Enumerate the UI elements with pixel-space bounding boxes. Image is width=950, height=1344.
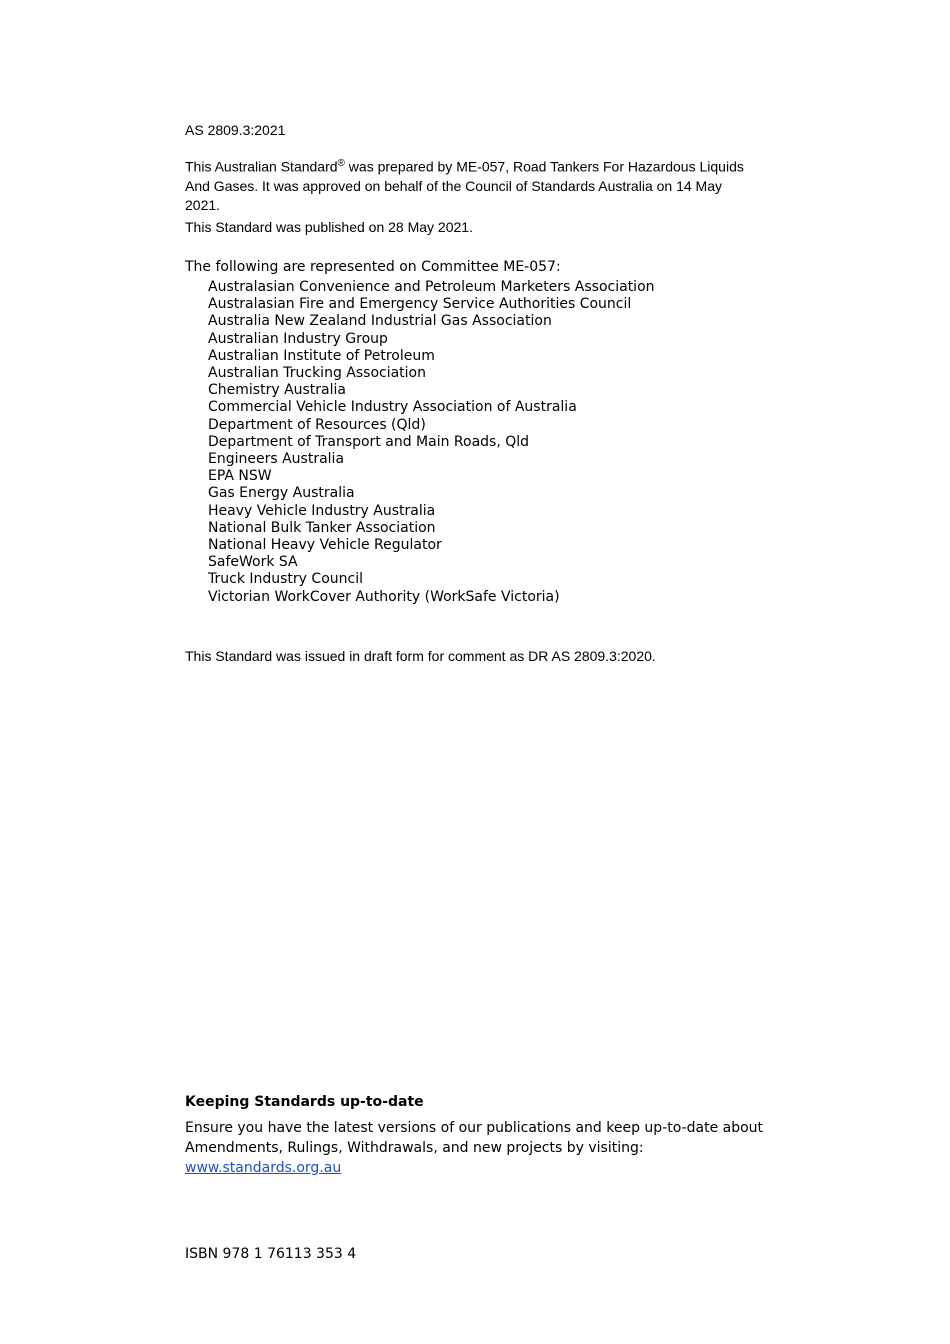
committee-member: Department of Resources (Qld)	[208, 416, 426, 433]
committee-member-list	[208, 279, 655, 606]
standards-website-link[interactable]: www.standards.org.au	[185, 1160, 342, 1176]
committee-member: Department of Transport and Main Roads, Qld	[208, 433, 530, 450]
committee-member: EPA NSW	[208, 468, 272, 485]
committee-member: Australasian Fire and Emergency Service Authorities Council	[208, 296, 632, 313]
preparation-statement	[185, 154, 745, 215]
keeping-standards-body: Ensure you have the latest versions of our publications and keep up-to-date about Amendments, Rulings, Withdrawals, and new projects by visiting:	[185, 1120, 764, 1156]
committee-heading: The following are represented on Committee ME-057:	[185, 259, 561, 275]
committee-member: Gas Energy Australia	[208, 485, 355, 502]
committee-member: Australian Trucking Association	[208, 365, 426, 382]
committee-member: Australian Industry Group	[208, 330, 388, 347]
committee-member: National Bulk Tanker Association	[208, 519, 436, 536]
committee-member: Australia New Zealand Industrial Gas Association	[208, 313, 552, 330]
committee-member: Australasian Convenience and Petroleum Marketers Association	[208, 279, 655, 295]
committee-member: Commercial Vehicle Industry Association of Australia	[208, 399, 577, 416]
committee-member: Australian Institute of Petroleum	[208, 347, 435, 364]
committee-member: National Heavy Vehicle Regulator	[208, 537, 442, 554]
draft-statement: This Standard was issued in draft form for comment as DR AS 2809.3:2020.	[185, 648, 656, 664]
keeping-standards-text	[185, 1118, 765, 1178]
committee-member: Victorian WorkCover Authority (WorkSafe Victoria)	[208, 588, 560, 605]
registered-mark: ®	[337, 158, 345, 169]
preparation-text-end: was prepared by ME-057, Road Tankers For Hazardous Liquids And Gases. It was approved on behalf of the Council of Standards Australia on 14 May 2021.	[185, 158, 744, 213]
committee-member: Engineers Australia	[208, 451, 345, 468]
committee-member: Heavy Vehicle Industry Australia	[208, 502, 436, 519]
preparation-text-start: This Australian Standard	[185, 158, 338, 175]
isbn: ISBN 978 1 76113 353 4	[185, 1246, 357, 1262]
committee-member: Chemistry Australia	[208, 382, 346, 399]
committee-member: Truck Industry Council	[208, 571, 363, 588]
committee-member: SafeWork SA	[208, 554, 298, 571]
document-id: AS 2809.3:2021	[185, 122, 286, 138]
keeping-standards-heading: Keeping Standards up-to-date	[185, 1094, 424, 1110]
published-statement: This Standard was published on 28 May 2021.	[185, 219, 473, 235]
